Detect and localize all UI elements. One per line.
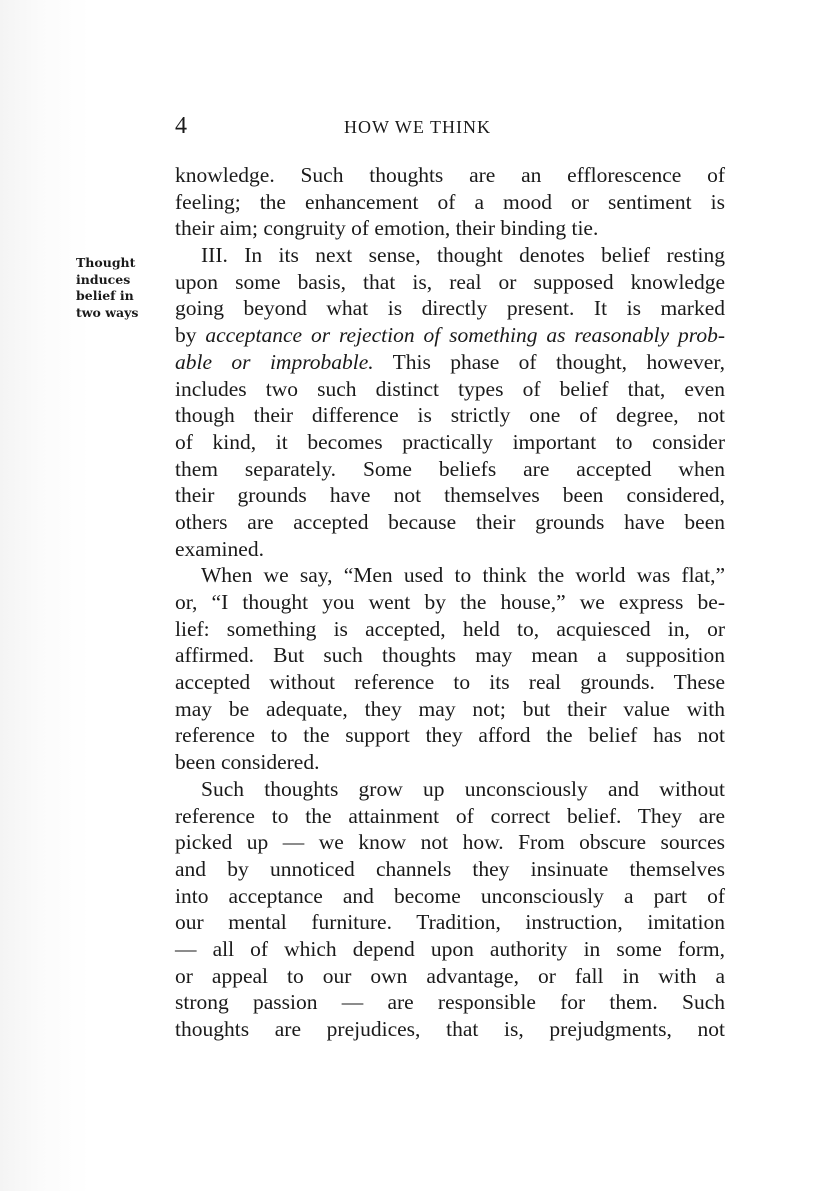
text-run: or, “I thought you went by the house,” we express be- <box>175 590 725 614</box>
text-line <box>175 856 725 883</box>
text-line <box>175 402 725 429</box>
text-run: been considered. <box>175 750 320 775</box>
margin-note-line: induces <box>76 271 131 287</box>
text-line <box>175 295 725 322</box>
text-line <box>175 536 725 563</box>
text-line <box>175 189 725 216</box>
body-text <box>175 162 725 1043</box>
text-run: upon some basis, that is, real or supposed knowledge <box>175 269 725 294</box>
text-line <box>175 589 725 616</box>
text-run: feeling; the enhancement of a mood or sentiment is <box>175 189 725 214</box>
text-line <box>175 883 725 910</box>
text-run: This phase of thought, however, <box>373 349 725 374</box>
text-run: picked up — we know not how. From obscure sources <box>175 830 725 855</box>
text-line <box>175 749 725 776</box>
text-run: When we say, “Men used to think the world was flat,” <box>201 563 725 588</box>
text-run: may be adequate, they may not; but their value with <box>175 696 725 721</box>
text-run: into acceptance and become unconsciously a part of <box>175 883 725 908</box>
margin-note <box>76 255 138 321</box>
text-run: affirmed. But such thoughts may mean a supposition <box>175 643 725 668</box>
text-line <box>175 269 725 296</box>
text-run: or appeal to our own advantage, or fall in with a <box>175 963 725 988</box>
text-run: lief: something is accepted, held to, acquiesced in, or <box>175 616 725 641</box>
text-run: our mental furniture. Tradition, instruction, imitation <box>175 910 725 935</box>
page-number: 4 <box>175 113 187 139</box>
margin-note-line: belief in <box>76 288 134 304</box>
text-run: and by unnoticed channels they insinuate themselves <box>175 856 725 881</box>
text-run: of kind, it becomes practically important to consider <box>175 429 725 454</box>
text-line <box>175 322 725 349</box>
text-run: knowledge. Such thoughts are an efflorescence of <box>175 163 725 187</box>
text-line <box>175 349 725 376</box>
text-line <box>175 696 725 723</box>
text-run: their grounds have not themselves been considered, <box>175 483 725 508</box>
text-run: examined. <box>175 536 264 561</box>
text-line <box>175 909 725 936</box>
margin-note-line: Thought <box>76 255 136 270</box>
text-run: III. In its next sense, thought denotes belief resting <box>201 243 725 268</box>
text-line <box>175 242 725 269</box>
text-line <box>175 963 725 990</box>
text-line <box>175 776 725 803</box>
text-run: going beyond what is directly present. It is marked <box>175 296 725 321</box>
italic-text: acceptance or rejection of something as reasonably prob- <box>205 323 725 348</box>
text-line <box>175 162 725 189</box>
text-line <box>175 989 725 1016</box>
text-run: strong passion — are responsible for them. Such <box>175 990 725 1015</box>
text-line <box>175 616 725 643</box>
text-line <box>175 803 725 830</box>
running-title: HOW WE THINK <box>344 117 491 137</box>
text-run: others are accepted because their grounds have been <box>175 509 725 534</box>
text-line <box>175 936 725 963</box>
margin-note-line: two ways <box>76 304 139 320</box>
text-run: reference to the attainment of correct belief. They are <box>175 803 725 828</box>
text-line <box>175 722 725 749</box>
text-line <box>175 456 725 483</box>
text-line <box>175 669 725 696</box>
text-line <box>175 642 725 669</box>
text-run: by <box>175 323 206 348</box>
italic-text: able or improbable. <box>175 349 374 374</box>
text-line <box>175 829 725 856</box>
text-run: reference to the support they afford the belief has not <box>175 723 725 748</box>
text-run: — all of which depend upon authority in some form, <box>175 936 725 961</box>
text-run: thoughts are prejudices, that is, prejudgments, not <box>175 1017 725 1041</box>
text-line <box>175 376 725 403</box>
text-run: accepted without reference to its real grounds. These <box>175 670 725 695</box>
text-run: them separately. Some beliefs are accepted when <box>175 456 725 481</box>
text-line <box>175 1016 725 1043</box>
text-line <box>175 562 725 589</box>
text-run: their aim; congruity of emotion, their binding tie. <box>175 216 599 241</box>
text-run: though their difference is strictly one of degree, not <box>175 403 725 428</box>
text-line <box>175 509 725 536</box>
text-line <box>175 215 725 242</box>
text-line <box>175 429 725 456</box>
text-run: Such thoughts grow up unconsciously and without <box>201 776 725 801</box>
text-line <box>175 482 725 509</box>
text-run: includes two such distinct types of belief that, even <box>175 376 725 401</box>
